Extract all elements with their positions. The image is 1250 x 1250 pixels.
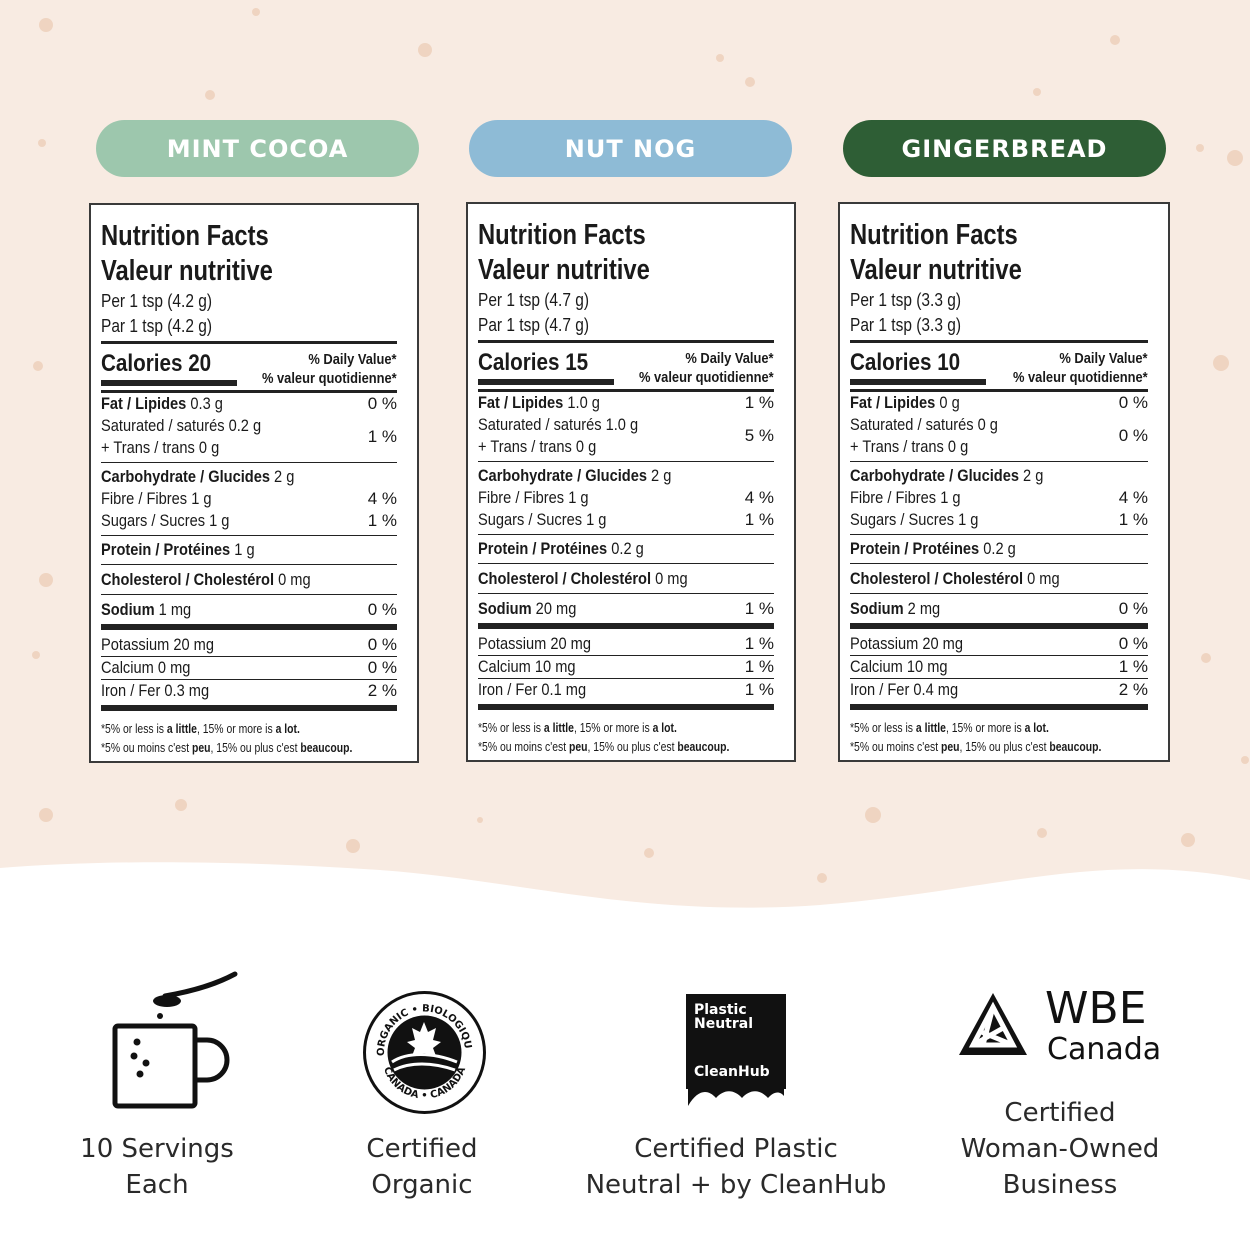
calcium-pct: 0 % xyxy=(367,658,397,677)
calories-label: Calories xyxy=(478,349,560,376)
feature-caption-organic: Certified Organic xyxy=(366,1134,478,1200)
sugars-pct: 1 % xyxy=(1118,510,1148,529)
potassium-value: 20 mg xyxy=(550,634,591,653)
saturated-value: 0 g xyxy=(977,415,998,434)
nutrition-panel-nut-nog xyxy=(466,202,796,762)
potassium-pct: 0 % xyxy=(1118,634,1148,653)
potassium-pct: 0 % xyxy=(367,635,397,654)
iron-pct: 2 % xyxy=(1118,680,1148,699)
feature-caption-servings: 10 Servings Each xyxy=(80,1134,234,1200)
canada-organic-seal-icon xyxy=(362,990,487,1115)
mug-spoon-icon xyxy=(105,970,245,1115)
fibre-value: 1 g xyxy=(568,488,589,507)
carbohydrate-label: Carbohydrate / Glucides xyxy=(850,466,1019,485)
trans-value: 0 g xyxy=(198,438,220,457)
iron-label: Iron / Fer xyxy=(478,680,538,699)
daily-value-fr: % valeur quotidienne* xyxy=(262,370,397,387)
cholesterol-label: Cholesterol / Cholestérol xyxy=(850,569,1024,588)
calcium-pct: 1 % xyxy=(1118,657,1148,676)
cholesterol-label: Cholesterol / Cholestérol xyxy=(478,569,652,588)
trans-value: 0 g xyxy=(575,437,597,456)
sugars-pct: 1 % xyxy=(744,510,774,529)
sugars-pct: 1 % xyxy=(367,511,397,530)
serving-size-fr: Par 1 tsp (4.7 g) xyxy=(478,315,589,335)
flavor-pill-mint-cocoa: MINT COCOA xyxy=(96,120,419,177)
feature-caption-plastic-neutral: Certified Plastic Neutral + by CleanHub xyxy=(585,1134,887,1200)
badge-line1: Plastic xyxy=(694,1002,747,1018)
trans-label: + Trans / trans xyxy=(101,438,195,457)
potassium-pct: 1 % xyxy=(744,634,774,653)
fibre-pct: 4 % xyxy=(1118,488,1148,507)
fat-pct: 0 % xyxy=(367,394,397,413)
saturated-value: 0.2 g xyxy=(228,416,262,435)
sugars-value: 1 g xyxy=(586,510,607,529)
trans-label: + Trans / trans xyxy=(850,437,944,456)
daily-value-en: % Daily Value* xyxy=(308,351,397,368)
fat-pct: 1 % xyxy=(744,393,774,412)
footnote-en: *5% or less is a little, 15% or more is a lot. xyxy=(478,720,677,735)
wbe-canada-logo-icon xyxy=(953,985,1163,1065)
daily-value-en: % Daily Value* xyxy=(1059,350,1148,367)
fibre-label: Fibre / Fibres xyxy=(850,488,937,507)
nutrition-title-fr: Valeur nutritive xyxy=(101,255,273,287)
feature-caption-wbe: Certified Woman-Owned Business xyxy=(960,1098,1160,1200)
cholesterol-label: Cholesterol / Cholestérol xyxy=(101,570,275,589)
sugars-label: Sugars / Sucres xyxy=(850,510,955,529)
saturated-pct: 1 % xyxy=(367,427,397,446)
sugars-value: 1 g xyxy=(209,511,230,530)
daily-value-fr: % valeur quotidienne* xyxy=(639,369,774,386)
fibre-label: Fibre / Fibres xyxy=(478,488,565,507)
saturated-pct: 5 % xyxy=(744,426,774,445)
calories-label: Calories xyxy=(850,349,932,376)
badge-brand: CleanHub xyxy=(694,1064,770,1080)
sodium-label: Sodium xyxy=(850,599,904,618)
footnote-fr: *5% ou moins c'est peu, 15% ou plus c'est beaucoup. xyxy=(101,740,353,755)
calories-value: 10 xyxy=(937,349,961,376)
nutrition-title-en: Nutrition Facts xyxy=(478,219,646,251)
protein-label: Protein / Protéines xyxy=(850,539,980,558)
calcium-label: Calcium xyxy=(478,657,531,676)
calcium-value: 10 mg xyxy=(534,657,576,676)
footnote-fr: *5% ou moins c'est peu, 15% ou plus c'est beaucoup. xyxy=(850,739,1102,754)
fat-pct: 0 % xyxy=(1118,393,1148,412)
serving-size-en: Per 1 tsp (3.3 g) xyxy=(850,290,961,310)
trans-label: + Trans / trans xyxy=(478,437,572,456)
calcium-label: Calcium xyxy=(850,657,903,676)
fibre-value: 1 g xyxy=(940,488,961,507)
saturated-label: Saturated / saturés xyxy=(478,415,602,434)
sodium-pct: 0 % xyxy=(367,600,397,619)
iron-pct: 2 % xyxy=(367,681,397,700)
flavor-pill-nut-nog: NUT NOG xyxy=(469,120,792,177)
potassium-value: 20 mg xyxy=(173,635,214,654)
logo-wbe: WBE xyxy=(1045,985,1147,1034)
potassium-label: Potassium xyxy=(850,634,919,653)
cholesterol-value: 0 mg xyxy=(655,569,688,588)
footnote-fr: *5% ou moins c'est peu, 15% ou plus c'est beaucoup. xyxy=(478,739,730,754)
carbohydrate-value: 2 g xyxy=(651,466,672,485)
badge-line2: Neutral xyxy=(694,1016,754,1032)
calcium-pct: 1 % xyxy=(744,657,774,676)
saturated-label: Saturated / saturés xyxy=(101,416,225,435)
logo-canada: Canada xyxy=(1047,1032,1162,1065)
footnote-en: *5% or less is a little, 15% or more is a lot. xyxy=(850,720,1049,735)
cholesterol-value: 0 mg xyxy=(1027,569,1060,588)
seal-text-bottom: CANADA • CANADA xyxy=(380,1065,469,1102)
potassium-label: Potassium xyxy=(478,634,547,653)
carbohydrate-value: 2 g xyxy=(1023,466,1044,485)
trans-value: 0 g xyxy=(947,437,969,456)
calcium-value: 0 mg xyxy=(157,658,191,677)
sugars-label: Sugars / Sucres xyxy=(478,510,583,529)
carbohydrate-value: 2 g xyxy=(274,467,295,486)
saturated-value: 1.0 g xyxy=(605,415,639,434)
seal-text-top: ORGANIC • BIOLOGIQU xyxy=(375,1003,473,1056)
serving-size-fr: Par 1 tsp (4.2 g) xyxy=(101,316,212,336)
fibre-value: 1 g xyxy=(191,489,212,508)
fibre-label: Fibre / Fibres xyxy=(101,489,188,508)
calories-value: 20 xyxy=(188,350,212,377)
carbohydrate-label: Carbohydrate / Glucides xyxy=(478,466,647,485)
iron-label: Iron / Fer xyxy=(850,680,910,699)
calcium-label: Calcium xyxy=(101,658,154,677)
fat-value: 1.0 g xyxy=(567,393,600,412)
calories-value: 15 xyxy=(565,349,589,376)
iron-value: 0.4 mg xyxy=(913,680,959,699)
nutrition-panel-gingerbread xyxy=(838,202,1170,762)
calories-label: Calories xyxy=(101,350,183,377)
protein-value: 0.2 g xyxy=(611,539,644,558)
fat-label: Fat / Lipides xyxy=(478,393,564,412)
footnote-en: *5% or less is a little, 15% or more is a lot. xyxy=(101,721,300,736)
saturated-pct: 0 % xyxy=(1118,426,1148,445)
fibre-pct: 4 % xyxy=(744,488,774,507)
sodium-value: 20 mg xyxy=(535,599,577,618)
calcium-value: 10 mg xyxy=(906,657,948,676)
cholesterol-value: 0 mg xyxy=(278,570,311,589)
nutrition-panel-mint-cocoa xyxy=(89,203,419,763)
potassium-value: 20 mg xyxy=(922,634,963,653)
daily-value-en: % Daily Value* xyxy=(685,350,774,367)
saturated-label: Saturated / saturés xyxy=(850,415,974,434)
flavor-pill-gingerbread: GINGERBREAD xyxy=(843,120,1166,177)
carbohydrate-label: Carbohydrate / Glucides xyxy=(101,467,270,486)
fat-label: Fat / Lipides xyxy=(101,394,187,413)
fat-value: 0.3 g xyxy=(190,394,223,413)
protein-value: 0.2 g xyxy=(983,539,1016,558)
protein-value: 1 g xyxy=(234,540,255,559)
fat-label: Fat / Lipides xyxy=(850,393,936,412)
serving-size-fr: Par 1 tsp (3.3 g) xyxy=(850,315,961,335)
iron-pct: 1 % xyxy=(744,680,774,699)
sodium-label: Sodium xyxy=(478,599,532,618)
sodium-value: 2 mg xyxy=(907,599,941,618)
nutrition-title-en: Nutrition Facts xyxy=(101,220,269,252)
sodium-label: Sodium xyxy=(101,600,155,619)
fibre-pct: 4 % xyxy=(367,489,397,508)
nutrition-title-fr: Valeur nutritive xyxy=(850,254,1022,286)
sodium-pct: 1 % xyxy=(744,599,774,618)
sugars-value: 1 g xyxy=(958,510,979,529)
sodium-value: 1 mg xyxy=(158,600,192,619)
iron-value: 0.3 mg xyxy=(164,681,210,700)
iron-value: 0.1 mg xyxy=(541,680,587,699)
serving-size-en: Per 1 tsp (4.7 g) xyxy=(478,290,589,310)
nutrition-title-en: Nutrition Facts xyxy=(850,219,1018,251)
potassium-label: Potassium xyxy=(101,635,170,654)
iron-label: Iron / Fer xyxy=(101,681,161,700)
sodium-pct: 0 % xyxy=(1118,599,1148,618)
protein-label: Protein / Protéines xyxy=(101,540,231,559)
cleanhub-badge-icon xyxy=(686,994,786,1106)
sugars-label: Sugars / Sucres xyxy=(101,511,206,530)
fat-value: 0 g xyxy=(939,393,960,412)
serving-size-en: Per 1 tsp (4.2 g) xyxy=(101,291,212,311)
daily-value-fr: % valeur quotidienne* xyxy=(1013,369,1148,386)
protein-label: Protein / Protéines xyxy=(478,539,608,558)
nutrition-title-fr: Valeur nutritive xyxy=(478,254,650,286)
